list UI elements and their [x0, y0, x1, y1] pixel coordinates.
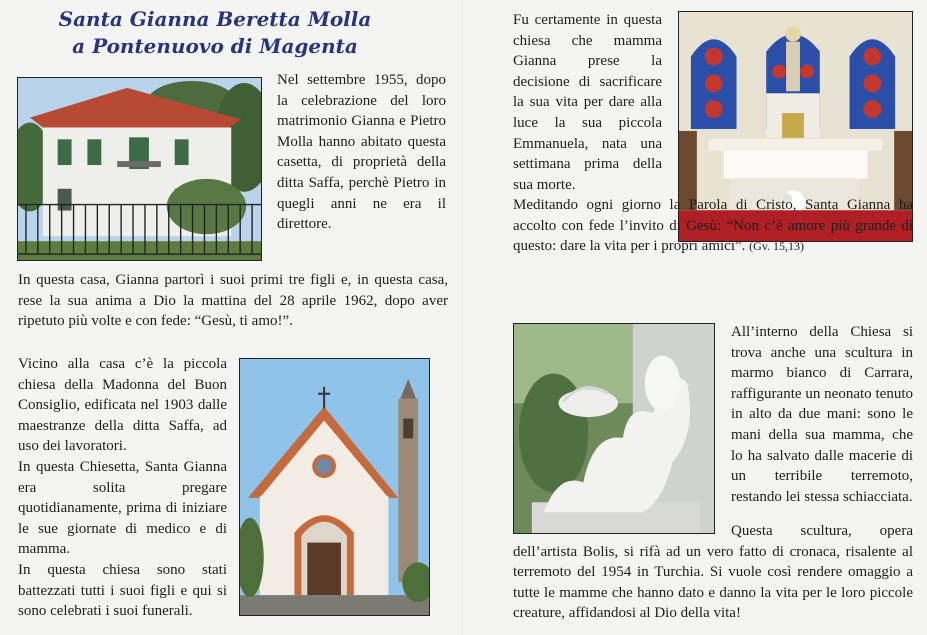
title-line-2: a Pontenuovo di Magenta: [72, 34, 358, 58]
page-fold: [462, 0, 464, 635]
house-photo: [17, 77, 262, 261]
faith-paragraph: Meditando ogni giorno la Parola di Cristo, Santa Gianna ha accolto con fede l’invito di Gesù: “Non c’è amore più grande di questo: dare la vita per i propri amici”.: [513, 197, 913, 255]
gospel-reference: (Gv. 15,13): [749, 239, 805, 254]
sacrifice-text: [513, 10, 662, 195]
chapel-paragraph-2: In questa Chiesetta, Santa Gianna era solita pregare quotidianamente, prima di iniziare le sue giornate di medico e di mamma.: [18, 458, 227, 558]
sacrifice-paragraph-1: Fu certamente in questa chiesa che mamma Gianna prese la decisione di sacrificare la sua vita per dare alla luce la sua piccola Emmanuela, nata una settimana prima della sua morte.: [513, 12, 662, 193]
chapel-paragraph-3: In questa chiesa sono stati battezzati tutti i suoi figli e qui si sono celebrati i suoi funerali.: [18, 561, 227, 620]
title-line-1: Santa Gianna Beretta Molla: [58, 7, 372, 31]
house-continuation-text: In questa casa, Gianna partorì i suoi primi tre figli e, in questa casa, rese la sua anima a Dio la mattina del 28 aprile 1962, dopo aver ripetuto più volte e con fede: “Gesù, ti amo!”.: [18, 272, 448, 330]
house-intro-text: Nel settembre 1955, dopo la celebrazione del loro matrimonio Gianna e Pietro Molla hanno abitato questa casetta, di proprietà della ditta Saffa, perchè Pietro in quegli anni ne era il direttore.: [277, 72, 446, 233]
chapel-paragraph-1: Vicino alla casa c’è la piccola chiesa della Madonna del Buon Consiglio, edificata nel 1903 dalle maestranze della ditta Saffa, ad uso dei lavoratori.: [18, 356, 227, 455]
sculpture-history-text: Questa scultura, opera dell’artista Bolis, si rifà ad un vero fatto di cronaca, risalente al terremoto del 1954 in Turchia. Si vuole così rendere omaggio a tutte le mamme che hanno dato e danno la vita per le loro piccole creature, affidandosi al Dio della vita!: [513, 523, 913, 622]
sculpture-description-text: All’interno della Chiesa si trova anche una scultura in marmo bianco di Carrara, raffigurante un neonato tenuto in alto da due mani: sono le mani della sua mamma, che lo ha salvato dalle macerie di un terribile terremoto, restando lei stessa schiacciata.: [731, 324, 913, 505]
chapel-text: [18, 354, 227, 622]
page-title: [20, 6, 410, 60]
sculpture-photo: [513, 323, 715, 534]
faith-text: [513, 195, 913, 257]
chapel-photo: [239, 358, 430, 616]
